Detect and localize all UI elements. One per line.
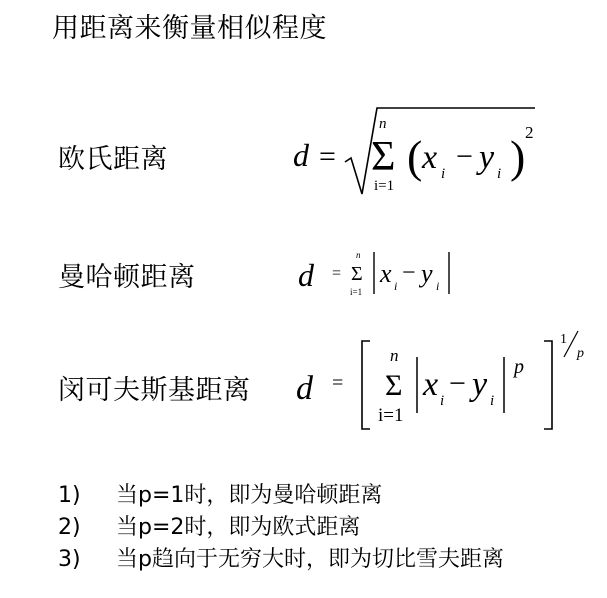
formula-equals: = <box>319 140 336 173</box>
page-title: 用距离来衡量相似程度 <box>52 13 327 44</box>
sum-upper-limit: n <box>356 250 361 260</box>
left-paren: ( <box>407 131 423 182</box>
list-item <box>58 544 504 576</box>
sub-i: i <box>394 279 398 293</box>
minus-sign: − <box>402 260 416 286</box>
root-numerator: 1 <box>560 332 567 347</box>
list-number: 2) <box>58 515 81 540</box>
exponent-p: p <box>514 356 524 378</box>
minus-sign: − <box>449 367 466 400</box>
sum-lower-limit: i=1 <box>374 178 395 194</box>
var-y: y <box>472 366 488 403</box>
sub-i: i <box>440 393 445 409</box>
exponent-2: 2 <box>525 123 534 142</box>
var-x: x <box>380 259 392 288</box>
formula-d: d <box>293 137 309 173</box>
sum-upper-limit: n <box>390 346 399 365</box>
sum-sign: Σ <box>371 134 396 180</box>
manhattan-formula <box>290 240 490 310</box>
list-item <box>58 512 504 544</box>
sub-i: i <box>441 166 446 182</box>
sub-i: i <box>490 393 495 409</box>
formula-equals: = <box>332 265 342 282</box>
sum-sign: Σ <box>385 369 403 402</box>
sub-i: i <box>497 166 502 182</box>
right-paren: ) <box>510 131 526 182</box>
euclidean-label: 欧氏距离 <box>58 144 168 175</box>
notes-list <box>58 480 504 576</box>
formula-d: d <box>298 257 314 293</box>
right-bracket <box>544 341 552 429</box>
list-text: 当p=2时，即为欧式距离 <box>116 515 361 540</box>
list-text: 当p=1时，即为曼哈顿距离 <box>116 483 383 508</box>
euclidean-formula <box>285 98 555 208</box>
manhattan-label: 曼哈顿距离 <box>58 262 196 293</box>
root-denominator: p <box>577 346 584 361</box>
sum-upper-limit: n <box>379 116 387 132</box>
minkowski-label: 闵可夫斯基距离 <box>58 375 251 406</box>
list-item <box>58 480 504 512</box>
minus-sign: − <box>456 140 473 173</box>
formula-equals: = <box>332 372 344 394</box>
minkowski-formula <box>292 325 597 435</box>
list-number: 1) <box>58 483 81 508</box>
sum-lower-limit: i=1 <box>350 287 363 297</box>
var-y: y <box>421 259 433 288</box>
var-x: x <box>423 366 439 403</box>
list-number: 3) <box>58 547 81 572</box>
sum-lower-limit: i=1 <box>378 405 404 426</box>
sum-sign: Σ <box>351 263 363 285</box>
formula-d: d <box>296 370 313 407</box>
var-x: x <box>422 139 438 176</box>
left-bracket <box>362 341 370 429</box>
sub-i: i <box>436 279 440 293</box>
list-text: 当p趋向于无穷大时，即为切比雪夫距离 <box>116 547 504 572</box>
var-y: y <box>479 139 495 176</box>
